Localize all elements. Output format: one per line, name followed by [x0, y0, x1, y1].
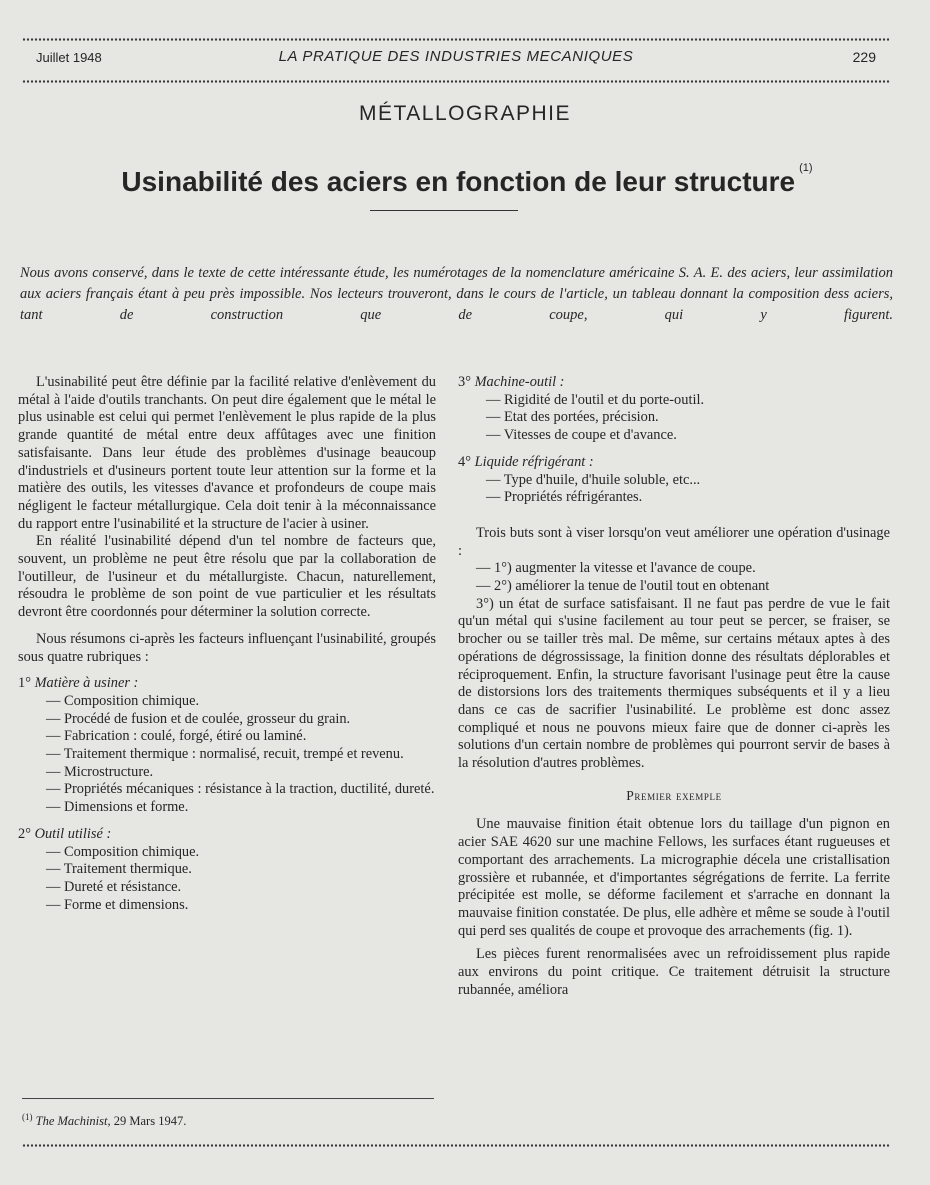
- footnote: [22, 1112, 186, 1129]
- header-bottom-rule: [22, 80, 890, 83]
- list-item: — Forme et dimensions.: [18, 897, 436, 915]
- rubric-heading-1: [18, 675, 436, 693]
- list-item: — Dimensions et forme.: [18, 799, 436, 817]
- paragraph-definition: L'usinabilité peut être définie par la facilité relative d'enlèvement du métal à l'aide d'outils tranchants. On peut dire également que le métal le plus usinable est celui qui permet l'enlèvement le plus rapide de la plus grande quantité de métal entre deux affûtages avec une finition satisfaisante. Dans leur étude des problèmes d'usinage beaucoup d'industriels et d'usineurs portent toute leur attention sur la forme et la matière des outils, les vitesses d'avance et profondeurs de coupe mais négligent le facteur métallurgique. Cela doit tenir à la méconnaissance du rapport entre l'usinabilité et la structure de l'acier à usiner.: [18, 374, 436, 532]
- list-item: — Microstructure.: [18, 764, 436, 782]
- rubric-number: 4°: [458, 453, 471, 470]
- footnote-mark: (1): [22, 1112, 33, 1122]
- list-item: — Etat des portées, précision.: [458, 409, 890, 427]
- rubric-list-4: [458, 472, 890, 507]
- rubric-heading-4: [458, 454, 890, 472]
- list-item: — Traitement thermique : normalisé, recuit, trempé et revenu.: [18, 746, 436, 764]
- list-item: — Traitement thermique.: [18, 861, 436, 879]
- issue-date: Juillet 1948: [36, 50, 102, 65]
- rubric-label: Machine-outil :: [474, 374, 565, 390]
- list-item: — Procédé de fusion et de coulée, grosseur du grain.: [18, 711, 436, 729]
- rubric-number: 1°: [18, 675, 31, 692]
- rubric-list-2: [18, 844, 436, 915]
- rubric-list-1: [18, 693, 436, 817]
- rubric-label: Outil utilisé :: [34, 825, 112, 842]
- list-item: — 2°) améliorer la tenue de l'outil tout en obtenant: [458, 578, 890, 596]
- footnote-date: 29 Mars 1947.: [113, 1114, 187, 1129]
- list-item: — Composition chimique.: [18, 693, 436, 711]
- running-header: [22, 48, 890, 70]
- paragraph-example-2: Les pièces furent renormalisées avec un refroidissement plus rapide aux environs du point critique. Ce traitement détruisit la structure rubannée, améliora: [458, 946, 890, 998]
- list-item: — Fabrication : coulé, forgé, étiré ou laminé.: [18, 728, 436, 746]
- example-heading: Premier exemple: [626, 787, 722, 803]
- list-item: — Propriétés mécaniques : résistance à la traction, ductilité, dureté.: [18, 781, 436, 799]
- list-item: — 1°) augmenter la vitesse et l'avance de coupe.: [458, 560, 890, 578]
- paragraph-factors: En réalité l'usinabilité dépend d'un tel nombre de facteurs que, souvent, un problème ne peut être résolu que par la collaboration de l'outilleur, de l'usineur et du métallurgiste. Chacun, naturellement, résoudra le problème de son point de vue particulier et les résultats devront être coordonnés pour déterminer la solution correcte.: [18, 533, 436, 621]
- list-item: — Dureté et résistance.: [18, 879, 436, 897]
- list-item: — Vitesses de coupe et d'avance.: [458, 427, 890, 445]
- rubric-number: 3°: [458, 374, 471, 390]
- right-column: [458, 374, 890, 1000]
- paragraph-goals: Trois buts sont à viser lorsqu'on veut améliorer une opération d'usinage :: [458, 524, 890, 559]
- left-column: [18, 374, 436, 914]
- article-title-text: Usinabilité des aciers en fonction de leur structure: [121, 166, 796, 197]
- rubric-label: Liquide réfrigérant :: [474, 453, 594, 470]
- footnote-source: The Machinist,: [35, 1114, 111, 1129]
- article-title: [0, 162, 930, 198]
- list-item: — Propriétés réfrigérantes.: [458, 489, 890, 507]
- editor-note: Nous avons conservé, dans le texte de cette intéressante étude, les numérotages de la nomenclature américaine S. A. E. des aciers, leur assimilation aux aciers français étant à peu près impossible. Nos lecteurs trouveront, dans le cours de l'article, un tableau donnant la composition dess aciers, tant de construction que de coupe, qui y figurent.: [20, 265, 893, 323]
- rubric-heading-2: [18, 826, 436, 844]
- rubric-number: 2°: [18, 825, 31, 842]
- paragraph-summary: Nous résumons ci-après les facteurs influençant l'usinabilité, groupés sous quatre rubriques :: [18, 630, 436, 665]
- goals-list: [458, 560, 890, 595]
- list-item: — Rigidité de l'outil et du porte-outil.: [458, 392, 890, 410]
- section-title: MÉTALLOGRAPHIE: [359, 102, 571, 125]
- paragraph-goal-3: 3°) un état de surface satisfaisant. Il ne faut pas perdre de vue le fait qu'un métal qui s'usine facilement au tour peut se percer, se fraiser, se brocher ou se tailler très mal. De même, sur certains métaux aptes à des opérations de dégrossissage, la finition donne des résultats déplorables et réciproquement. Enfin, la structure favorisant l'usinage peut être la cause de distorsions lors des traitements thermiques subséquents et il y a lieu dans ce cas de sacrifier l'usinabilité. Le problème est donc assez compliqué et nous ne pouvons mieux faire que de donner ci-après les solutions d'un certain nombre de problèmes qui pourront servir de bases à la résolution d'autres problèmes.: [458, 595, 890, 772]
- title-underline: [370, 210, 518, 211]
- list-item: — Composition chimique.: [18, 844, 436, 862]
- rubric-list-3: [458, 392, 890, 445]
- rubric-label: Matière à usiner :: [34, 675, 139, 692]
- page-number: 229: [852, 49, 876, 65]
- rubric-heading-3: [458, 374, 890, 392]
- list-item: — Type d'huile, d'huile soluble, etc...: [458, 472, 890, 490]
- journal-name: LA PRATIQUE DES INDUSTRIES MECANIQUES: [278, 48, 634, 65]
- footer-rule: [22, 1144, 890, 1147]
- paragraph-example-1: Une mauvaise finition était obtenue lors du taillage d'un pignon en acier SAE 4620 sur une machine Fellows, les surfaces étant rugueuses et comportant des arrachements. La micrographie décela une cristallisation grossière et rubannée, et d'importantes ségrégations de ferrite. La ferrite précipitée est molle, se déforme facilement et s'arrache en donnant la mauvaise finition constatée. De plus, elle adhère et même se soude à l'outil qui perd ses qualités de coupe et provoque des arrachements (fig. 1).: [458, 816, 890, 939]
- footnote-rule: [22, 1098, 434, 1099]
- header-top-rule: [22, 38, 890, 41]
- title-footnote-mark: (1): [799, 162, 813, 174]
